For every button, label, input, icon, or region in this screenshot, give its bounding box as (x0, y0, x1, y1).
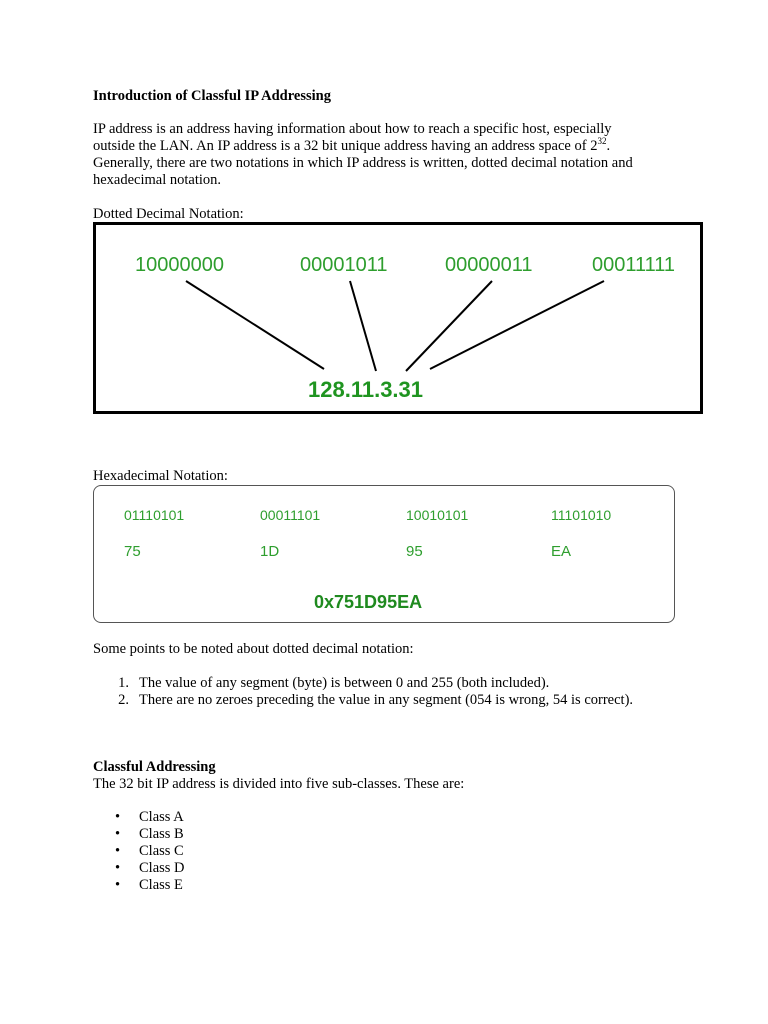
hex-figure (93, 485, 675, 623)
hex-byte-1: 01110101 (124, 507, 185, 523)
connector-line-4 (430, 281, 604, 369)
classful-description: The 32 bit IP address is divided into five sub-classes. These are: (93, 776, 465, 792)
list-number: 2. (118, 692, 129, 708)
class-list: • Class A • Class B • Class C • Class D • Class E (115, 809, 185, 893)
octet-3: 00000011 (445, 254, 533, 276)
octet-1: 10000000 (135, 254, 224, 276)
intro-line-2: outside the LAN. An IP address is a 32 bit unique address having an address space of $2^{32}$. (93, 136, 611, 154)
bullet-icon: • (115, 809, 121, 825)
notes-heading: Some points to be noted about dotted decimal notation: (93, 641, 414, 657)
hex-result: 0x751D95EA (314, 592, 423, 612)
intro-paragraph (93, 121, 693, 189)
classful-heading: Classful Addressing (93, 759, 216, 775)
hex-value-4: EA (551, 543, 572, 560)
connector-line-1 (186, 281, 324, 369)
hex-value-1: 75 (124, 543, 141, 560)
notes-list (93, 675, 713, 715)
octet-4: 00011111 (592, 254, 676, 276)
bullet-icon: • (115, 860, 121, 876)
dotted-result: 128.11.3.31 (308, 377, 424, 402)
intro-line-1: IP address is an address having information about how to reach a specific host, especially (93, 121, 612, 137)
hex-value-2: 1D (260, 543, 280, 560)
list-number: 1. (118, 675, 129, 691)
list-text: The value of any segment (byte) is between 0 and 255 (both included). (139, 675, 550, 691)
bullet-icon: • (115, 843, 121, 859)
octet-2: 00001011 (300, 254, 388, 276)
list-text: There are no zeroes preceding the value in any segment (054 is wrong, 54 is correct). (139, 692, 634, 708)
hex-value-3: 95 (406, 543, 423, 560)
bullet-icon: • (115, 826, 121, 842)
intro-line-4: hexadecimal notation. (93, 172, 222, 188)
page-title: Introduction of Classful IP Addressing (93, 88, 331, 104)
exponent: 32 (597, 136, 607, 146)
connector-line-2 (350, 281, 376, 371)
dotted-decimal-figure (93, 222, 703, 414)
hex-byte-3: 10010101 (406, 507, 469, 523)
intro-line-3: Generally, there are two notations in which IP address is written, dotted decimal notation and (93, 155, 633, 171)
hex-notation-label: Hexadecimal Notation: (93, 468, 228, 484)
connector-line-3 (406, 281, 492, 371)
hex-byte-4: 11101010 (551, 507, 612, 523)
dotted-notation-label: Dotted Decimal Notation: (93, 206, 244, 222)
hex-byte-2: 00011101 (260, 507, 321, 523)
bullet-icon: • (115, 877, 121, 893)
